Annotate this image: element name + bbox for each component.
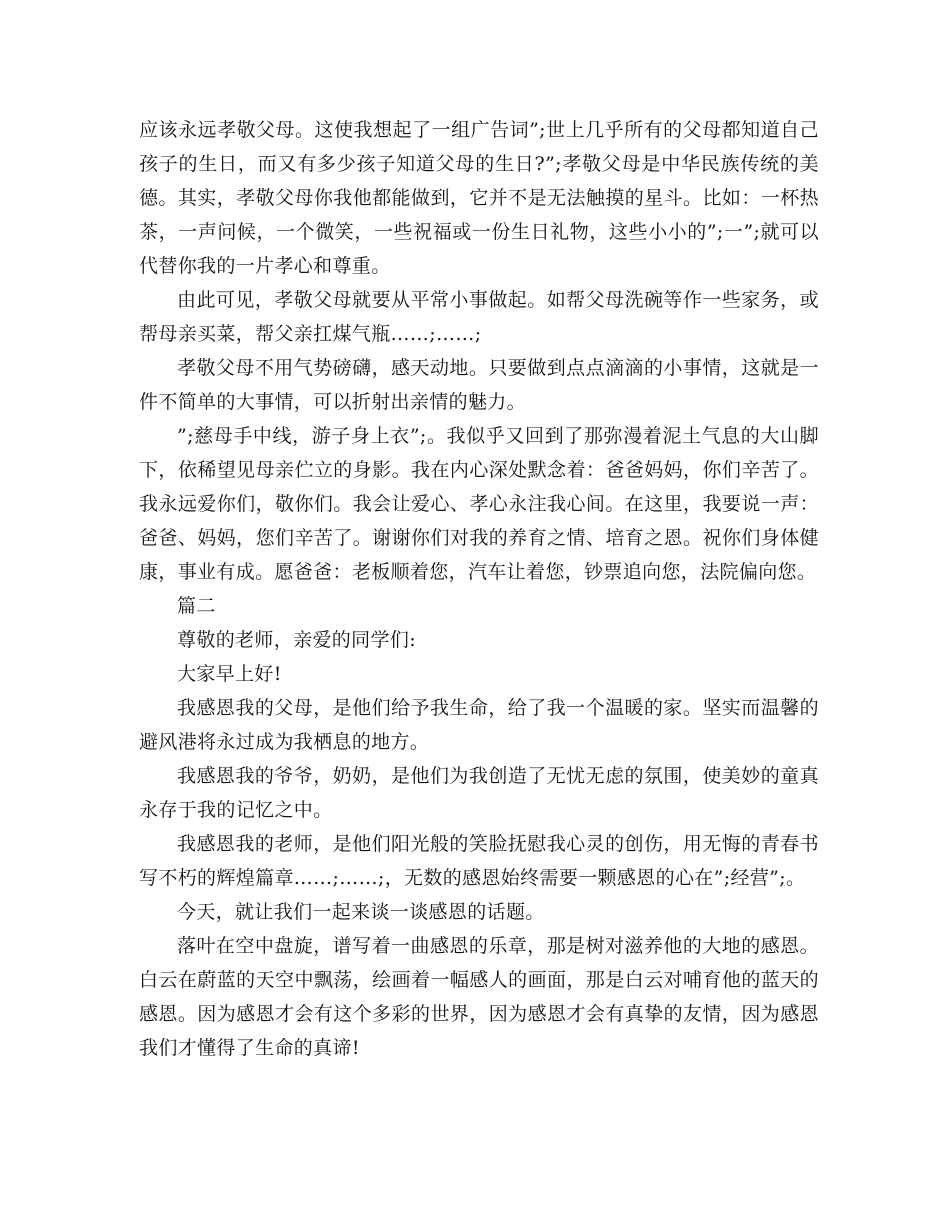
paragraph-grateful-parents: 我感恩我的父母，是他们给予我生命，给了我一个温暖的家。坚实而温馨的避风港将永过成为我栖息的地方。 [139, 697, 819, 753]
paragraph-small-things: 由此可见，孝敬父母就要从平常小事做起。如帮父母洗碗等作一些家务，或帮母亲买菜，帮父亲扛煤气瓶……;……; [139, 289, 819, 345]
section-heading-part-two: 篇二 [177, 595, 216, 617]
salutation: 尊敬的老师，亲爱的同学们: [177, 629, 416, 651]
paragraph-filial-piety-intro: 应该永远孝敬父母。这使我想起了一组广告词”;世上几乎所有的父母都知道自己孩子的生日，而又有多少孩子知道父母的生日?”;孝敬父母是中华民族传统的美德。其实，孝敬父母你我他都能做到，它并不是无法触摸的星斗。比如：一杯热茶，一声问候，一个微笑，一些祝福或一份生日礼物，这些小小的”;一”;就可以代替你我的一片孝心和尊重。 [139, 119, 819, 277]
paragraph-no-grand-gestures: 孝敬父母不用气势磅礴，感天动地。只要做到点点滴滴的小事情，这就是一件不简单的大事情，可以折射出亲情的魅力。 [139, 357, 819, 413]
paragraph-grateful-teachers: 我感恩我的老师，是他们阳光般的笑脸抚慰我心灵的创伤，用无悔的青春书写不朽的辉煌篇章……;……;，无数的感恩始终需要一颗感恩的心在”;经营”;。 [139, 833, 819, 889]
paragraph-mother-thread: ”;慈母手中线，游子身上衣”;。我似乎又回到了那弥漫着泥土气息的大山脚下，依稀望见母亲伫立的身影。我在内心深处默念着：爸爸妈妈，你们辛苦了。我永远爱你们，敬你们。我会让爱心、孝心永注我心间。在这里，我要说一声：爸爸、妈妈，您们辛苦了。谢谢你们对我的养育之情、培育之恩。祝你们身体健康，事业有成。愿爸爸：老板顺着您，汽车让着您，钞票追向您，法院偏向您。 [139, 425, 819, 583]
paragraph-grateful-grandparents: 我感恩我的爷爷，奶奶，是他们为我创造了无忧无虑的氛围，使美妙的童真永存于我的记忆之中。 [139, 765, 819, 821]
paragraph-topic-intro: 今天，就让我们一起来谈一谈感恩的话题。 [177, 901, 545, 923]
greeting: 大家早上好! [177, 663, 282, 685]
document-body [139, 113, 819, 1065]
paragraph-leaves-and-clouds: 落叶在空中盘旋，谱写着一曲感恩的乐章，那是树对滋养他的大地的感恩。白云在蔚蓝的天空中飘荡，绘画着一幅感人的画面，那是白云对哺育他的蓝天的感恩。因为感恩才会有这个多彩的世界，因为感恩才会有真挚的友情，因为感恩我们才懂得了生命的真谛! [139, 935, 819, 1059]
